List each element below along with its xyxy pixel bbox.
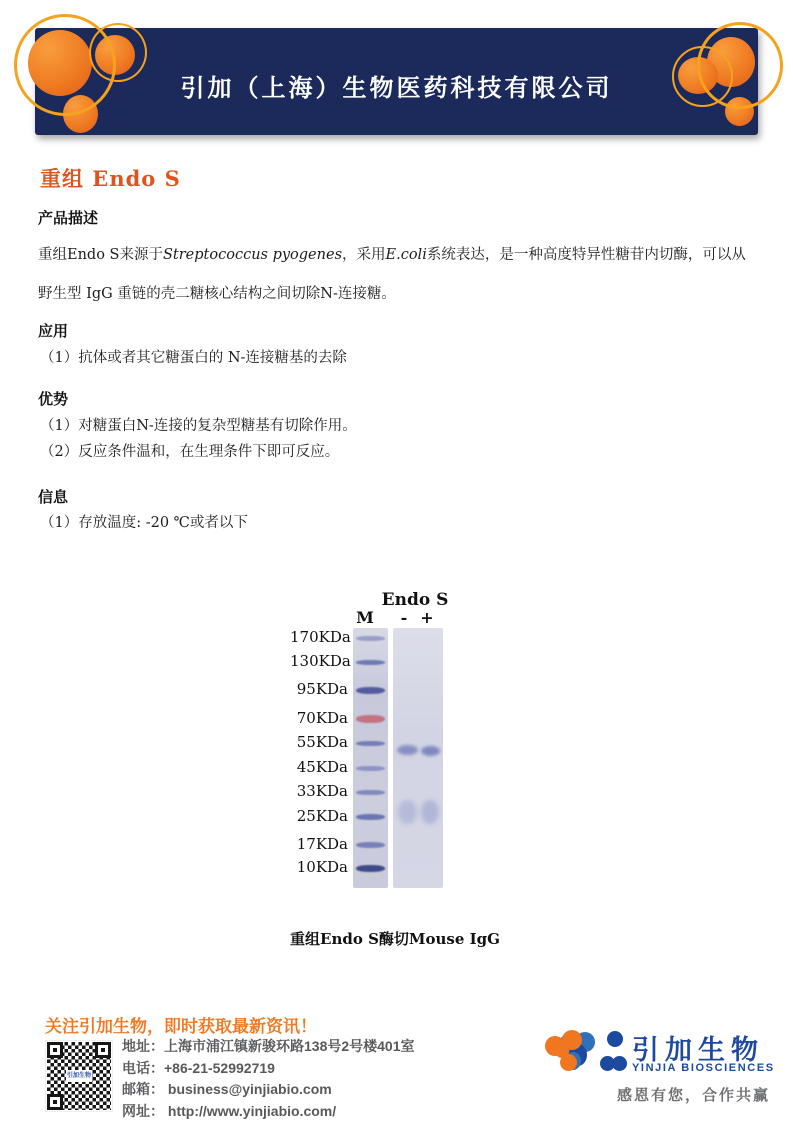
logo-tagline: 感恩有您，合作共赢 [617, 1087, 771, 1104]
sample-band [397, 745, 418, 755]
company-title: 引加（上海）生物医药科技有限公司 [180, 75, 613, 102]
description-paragraph [38, 236, 756, 314]
logo-name-en: YINJIA BIOSCIENCES [632, 1062, 775, 1074]
marker-band [356, 865, 385, 872]
orange-ring-decoration [672, 46, 733, 107]
sample-band [398, 800, 417, 824]
sample-band [421, 800, 439, 824]
logo-shape [607, 1031, 623, 1047]
kda-label: 95KDa [296, 680, 348, 698]
footer-heading: 关注引加生物，即时获取最新资讯！ [45, 1017, 317, 1036]
info-item: （1）存放温度: -20 ℃或者以下 [40, 515, 248, 531]
kda-label: 170KDa [290, 628, 351, 646]
marker-lane [353, 628, 388, 888]
qr-finder-icon [47, 1042, 63, 1058]
section-heading-application: 应用 [38, 322, 69, 340]
contact-address: 地址：上海市浦江镇新骏环路138号2号楼401室 [122, 1038, 415, 1054]
kda-label: 70KDa [296, 709, 348, 727]
kda-label: 45KDa [296, 758, 348, 776]
minus-lane-label: - [400, 608, 408, 627]
contact-email: 邮箱： business@yinjiabio.com [122, 1081, 332, 1097]
section-heading-info: 信息 [38, 488, 69, 506]
description-run-italic: E.coli [385, 247, 427, 263]
kda-label: 33KDa [296, 782, 348, 800]
logo-shape [560, 1054, 577, 1071]
orange-ring-decoration [89, 23, 147, 82]
qr-center-logo: 引加生物 [66, 1070, 92, 1082]
gel-caption: 重组Endo S酶切Mouse IgG [290, 930, 500, 948]
contact-block [122, 1036, 415, 1122]
logo-name-cn: 引加生物 [632, 1035, 764, 1065]
marker-band [356, 814, 385, 820]
kda-label: 10KDa [296, 858, 348, 876]
sample-band [421, 746, 440, 756]
qr-code [45, 1040, 113, 1112]
advantage-list [40, 413, 758, 465]
company-logo-icon [545, 1030, 629, 1078]
gel-figure [290, 590, 500, 902]
application-list [40, 345, 758, 371]
description-run-italic: Streptococcus pyogenes [162, 247, 343, 263]
marker-band [356, 660, 385, 665]
logo-shape [612, 1056, 627, 1071]
marker-band [356, 687, 385, 694]
plus-lane-label: + [420, 608, 434, 627]
marker-band [356, 766, 385, 771]
qr-finder-icon [95, 1042, 111, 1058]
kda-label: 17KDa [296, 835, 348, 853]
contact-phone: 电话：+86-21-52992719 [122, 1059, 275, 1076]
kda-label: 55KDa [296, 733, 348, 751]
kda-label: 130KDa [290, 652, 351, 670]
section-heading-advantage: 优势 [38, 390, 69, 408]
qr-finder-icon [47, 1094, 63, 1110]
contact-website: 网址： http://www.yinjiabio.com/ [122, 1102, 337, 1119]
ladder-labels [290, 590, 351, 902]
description-run: ，采用 [342, 247, 386, 263]
product-title: 重组 Endo S [40, 166, 181, 191]
sample-lane [393, 628, 443, 888]
marker-band [356, 790, 385, 795]
marker-band [356, 741, 385, 746]
kda-label: 25KDa [296, 807, 348, 825]
marker-band [356, 636, 385, 641]
gel-figure-title: Endo S [381, 590, 449, 610]
application-item: （1）抗体或者其它糖蛋白的 N-连接糖基的去除 [40, 350, 347, 366]
advantage-item: （2）反应条件温和，在生理条件下即可反应。 [40, 444, 340, 460]
description-run: 系统表达，是一种高度特异性糖苷内切酶，可以从野生型 IgG 重链的壳二糖核心结构之间切除N-连接糖。 [38, 247, 746, 302]
marker-band [356, 842, 385, 848]
section-heading-description: 产品描述 [38, 209, 99, 227]
description-run: 重组Endo S来源于 [38, 247, 163, 263]
marker-band [356, 715, 385, 723]
advantage-item: （1）对糖蛋白N-连接的复杂型糖基有切除作用。 [40, 418, 357, 434]
marker-lane-label: M [356, 608, 374, 627]
info-list [40, 510, 758, 536]
